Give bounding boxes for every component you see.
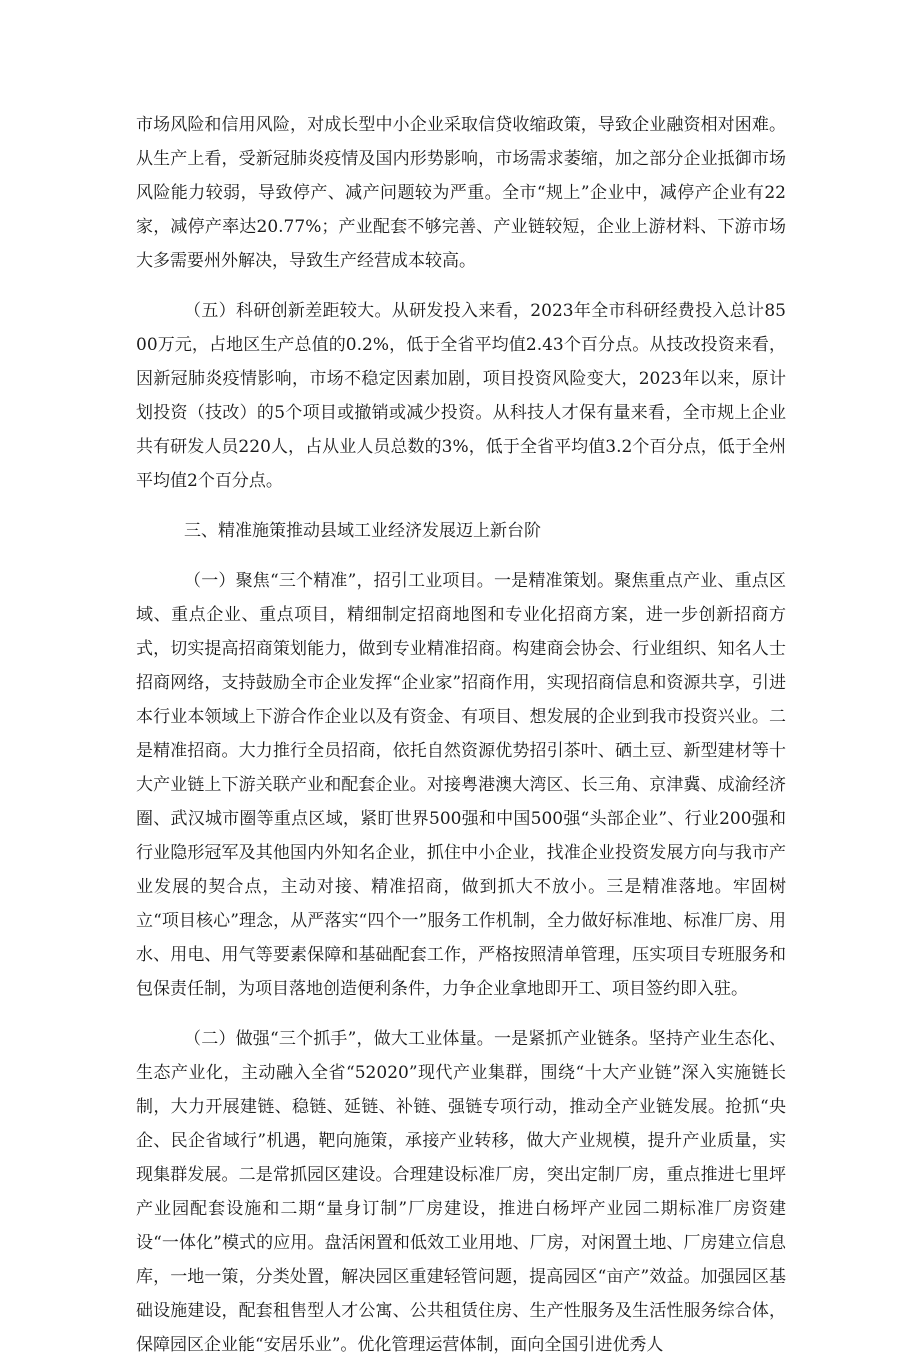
- paragraph-gap: [136, 498, 786, 514]
- paragraph-gap: [136, 278, 786, 294]
- paragraph-three-precision: （一）聚焦“三个精准”，招引工业项目。一是精准策划。聚焦重点产业、重点区域、重点企业、重点项目，精细制定招商地图和专业化招商方案，进一步创新招商方式，切实提高招商策划能力，做到专业精准招商。构建商会协会、行业组织、知名人士招商网络，支持鼓励全市企业发挥“企业家”招商作用，实现招商信息和资源共享，引进本行业本领域上下游合作企业以及有资金、有项目、想发展的企业到我市投资兴业。二是精准招商。大力推行全员招商，依托自然资源优势招引茶叶、硒土豆、新型建材等十大产业链上下游关联产业和配套企业。对接粤港澳大湾区、长三角、京津冀、成渝经济圈、武汉城市圈等重点区域，紧盯世界500强和中国500强“头部企业”、行业200强和行业隐形冠军及其他国内外知名企业，抓住中小企业，找准企业投资发展方向与我市产业发展的契合点，主动对接、精准招商，做到抓大不放小。三是精准落地。牢固树立“项目核心”理念，从严落实“四个一”服务工作机制，全力做好标准地、标准厂房、用水、用电、用气等要素保障和基础配套工作，严格按照清单管理，压实项目专班服务和包保责任制，为项目落地创造便利条件，力争企业拿地即开工、项目签约即入驻。: [136, 571, 786, 999]
- paragraph-gap: [136, 1006, 786, 1022]
- document-body: [136, 108, 786, 1362]
- section-heading-three: 三、精准施策推动县域工业经济发展迈上新台阶: [184, 521, 541, 541]
- paragraph-market-risk: 市场风险和信用风险，对成长型中小企业采取信贷收缩政策，导致企业融资相对困难。从生产上看，受新冠肺炎疫情及国内形势影响，市场需求萎缩，加之部分企业抵御市场风险能力较弱，导致停产、减产问题较为严重。全市“规上”企业中，减停产企业有22家，减停产率达20.77%；产业配套不够完善、产业链较短，企业上游材料、下游市场大多需要州外解决，导致生产经营成本较高。: [136, 115, 786, 271]
- paragraph-gap: [136, 548, 786, 564]
- paragraph-three-handles: （二）做强“三个抓手”，做大工业体量。一是紧抓产业链条。坚持产业生态化、生态产业化，主动融入全省“52020”现代产业集群，围绕“十大产业链”深入实施链长制，大力开展建链、稳链、延链、补链、强链专项行动，推动全产业链发展。抢抓“央企、民企省域行”机遇，靶向施策，承接产业转移，做大产业规模，提升产业质量，实现集群发展。二是常抓园区建设。合理建设标准厂房，突出定制厂房，重点推进七里坪产业园配套设施和二期“量身订制”厂房建设，推进白杨坪产业园二期标准厂房资建设“一体化”模式的应用。盘活闲置和低效工业用地、厂房，对闲置土地、厂房建立信息库，一地一策，分类处置，解决园区重建轻管问题，提高园区“亩产”效益。加强园区基础设施建设，配套租售型人才公寓、公共租赁住房、生产性服务及生活性服务综合体，保障园区企业能“安居乐业”。优化管理运营体制，面向全国引进优秀人: [136, 1029, 786, 1355]
- paragraph-research-innovation: （五）科研创新差距较大。从研发投入来看，2023年全市科研经费投入总计8500万元，占地区生产总值的0.2%，低于全省平均值2.43个百分点。从技改投资来看，因新冠肺炎疫情影响，市场不稳定因素加剧，项目投资风险变大，2023年以来，原计划投资（技改）的5个项目或撤销或减少投资。从科技人才保有量来看，全市规上企业共有研发人员220人，占从业人员总数的3%，低于全省平均值3.2个百分点，低于全州平均值2个百分点。: [136, 301, 786, 491]
